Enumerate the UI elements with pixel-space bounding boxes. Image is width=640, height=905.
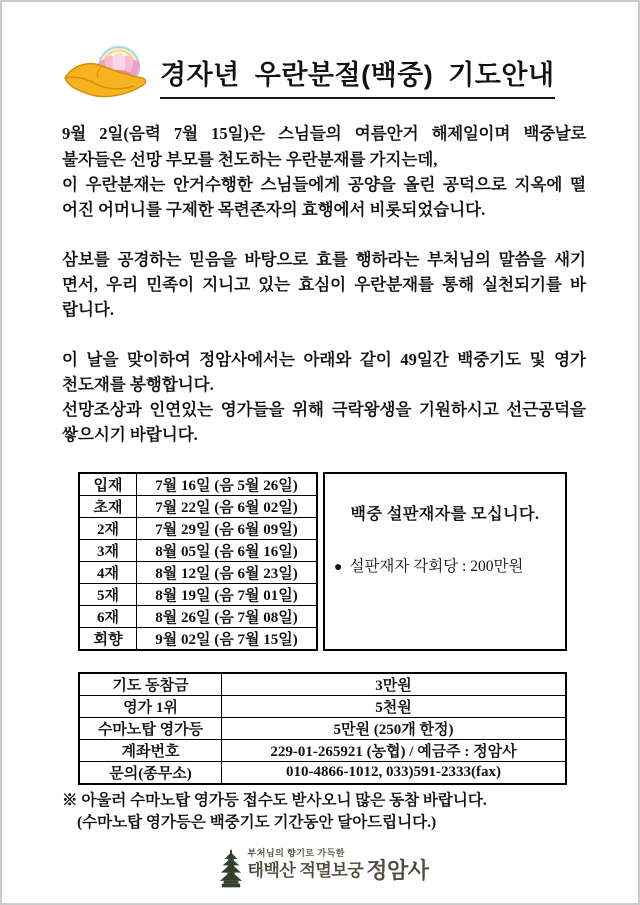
schedule-date: 8월 05일 (음 6월 16일): [137, 540, 318, 562]
schedule-row: [79, 584, 317, 606]
text-line: [62, 272, 586, 297]
body-text: 천도재를 봉행합니다.: [62, 375, 214, 394]
info-value: 229-01-265921 (농협) / 예금주 : 정암사: [222, 740, 567, 762]
schedule-stage: 초재: [79, 496, 137, 518]
schedule-stage: 6재: [79, 606, 137, 628]
text-line: [62, 347, 586, 372]
body-text: 선망조상과 인연있는 영가들을 위해 극락왕생을 기원하시고 선근공덕을: [62, 400, 586, 419]
schedule-row: [79, 606, 317, 628]
body-text: 쌓으시기 바랍니다.: [62, 425, 198, 444]
info-row: [79, 673, 566, 696]
info-table: [78, 672, 567, 785]
info-value: 5천원: [222, 696, 567, 718]
footnote-subline: (수마노탑 영가등은 백중기도 기간동안 달아드립니다.): [77, 814, 437, 831]
schedule-row: [79, 628, 317, 651]
schedule-date: 7월 22일 (음 6월 02일): [137, 496, 318, 518]
text-line: [62, 372, 586, 397]
schedule-row: [79, 540, 317, 562]
info-row: [79, 718, 566, 740]
document-header: [62, 42, 586, 104]
schedule-date: 7월 29일 (음 6월 09일): [137, 518, 318, 540]
info-row: [79, 762, 566, 785]
schedule-stage: 4재: [79, 562, 137, 584]
schedule-row: [79, 562, 317, 584]
info-row: [79, 740, 566, 762]
text-line: [62, 147, 586, 172]
schedule-stage: 회향: [79, 628, 137, 651]
text-line: [62, 121, 586, 147]
schedule-date: 7월 16일 (음 5월 26일): [137, 473, 318, 496]
paragraph: [62, 247, 586, 322]
text-line: [62, 172, 586, 197]
info-label: 영가 1위: [79, 696, 222, 718]
emphasized-text: 백중날로: [523, 125, 586, 143]
schedule-stage: 2재: [79, 518, 137, 540]
schedule-row: [79, 473, 317, 496]
page-title: 경자년 우란분절(백중) 기도안내: [160, 53, 555, 99]
schedule-row: [79, 518, 317, 540]
temple-region: 태백산 적멸보궁: [247, 861, 364, 880]
schedule-date: 9월 02일 (음 7월 15일): [137, 628, 318, 651]
body-text: 랍니다.: [62, 300, 114, 319]
temple-logo: [62, 849, 586, 889]
temple-name-line: [248, 860, 429, 882]
text-line: [62, 297, 586, 322]
bullet-icon: ●: [334, 560, 343, 575]
info-row: [79, 696, 566, 718]
temple-name: 정암사: [366, 858, 429, 883]
footnote-line: ※ 아울러 수마노탑 영가등 접수도 받사오니 많은 동참 바랍니다.: [62, 792, 487, 809]
text-line: [62, 422, 586, 447]
lotus-hand-icon: [62, 42, 150, 104]
body-text: 삼보를 공경하는 믿음을 바탕으로 효를 행하라는 부처님의 말씀을 새기: [62, 250, 586, 269]
body-text: 이 우란분재는 안거수행한 스님들에게 공양을 올린 공덕으로 지옥에 떨: [62, 175, 586, 194]
paragraph: [62, 121, 586, 222]
info-label: 수마노탑 영가등: [79, 718, 222, 740]
schedule-stage: 입재: [79, 473, 137, 496]
text-line: [62, 197, 586, 222]
emphasized-text: 해제일: [431, 125, 479, 143]
info-label: 기도 동참금: [79, 673, 222, 696]
body-text: 9월 2일(음력 7월 15일)은 스님들의 여름안거: [62, 124, 432, 143]
schedule-date: 8월 19일 (음 7월 01일): [137, 584, 318, 606]
temple-logo-text: [248, 849, 429, 882]
text-line: [62, 247, 586, 272]
sponsor-panel-item: [325, 554, 565, 576]
schedule-stage: 5재: [79, 584, 137, 606]
info-label: 계좌번호: [79, 740, 222, 762]
sponsor-price-text: 설판재자 각회당 : 200만원: [349, 558, 524, 575]
sponsor-panel-title: 백중 설판재자를 모십니다.: [350, 506, 540, 523]
body-text: 면서, 우리 민족이 지니고 있는 효심이 우란분재를 통해 실천되기를 바: [62, 275, 586, 294]
info-value: 5만원 (250개 한정): [222, 718, 567, 740]
body-text: 이 날을 맞이하여 정암사에서는 아래와 같이 49일간 백중기도 및 영가: [62, 350, 586, 369]
schedule-section: [78, 472, 586, 651]
body-text: 불자들은 선망 부모를 천도하는 우란분재를 가지는데,: [62, 150, 438, 169]
body-text: 이며: [478, 124, 524, 143]
text-line: [62, 397, 586, 422]
info-value: 010-4866-1012, 033)591-2333(fax): [222, 762, 567, 785]
schedule-date: 8월 26일 (음 7월 08일): [137, 606, 318, 628]
schedule-row: [79, 496, 317, 518]
body-text: 어진 어머니를 구제한 목련존자의 효행에서 비롯되었습니다.: [62, 200, 486, 219]
body-paragraphs: [62, 121, 586, 447]
footnotes: [62, 790, 586, 834]
paragraph: [62, 347, 586, 447]
schedule-table: [78, 472, 318, 651]
schedule-stage: 3재: [79, 540, 137, 562]
info-label: 문의(종무소): [79, 762, 222, 785]
temple-tagline: 부처님의 향기로 가득한: [247, 848, 345, 858]
pagoda-icon: [220, 849, 242, 889]
schedule-date: 8월 12일 (음 6월 23일): [137, 562, 318, 584]
info-value: 3만원: [222, 673, 567, 696]
sponsor-panel: [323, 472, 567, 651]
